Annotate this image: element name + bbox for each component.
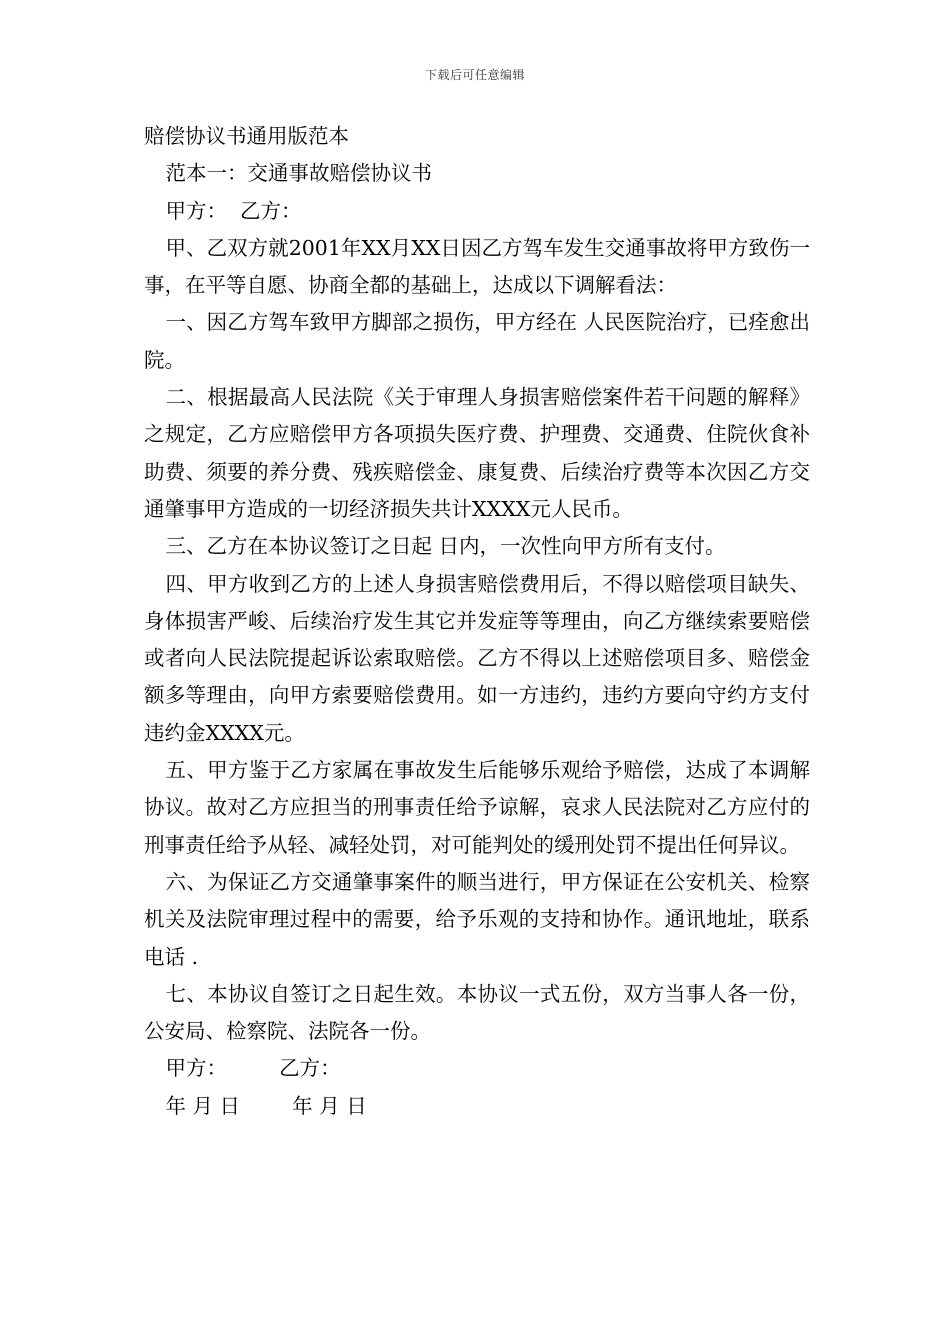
clause-1: 一、因乙方驾车致甲方脚部之损伤，甲方经在 人民医院治疗，已痊愈出院。 (144, 310, 810, 372)
clause-5: 五、甲方鉴于乙方家属在事故发生后能够乐观给予赔偿，达成了本调解协议。故对乙方应担当的刑事责任给予谅解，哀求人民法院对乙方应付的刑事责任给予从轻、减轻处罚，对可能判处的缓刑处罚不提出任何异议。 (144, 758, 810, 857)
header-note: 下载后可任意编辑 (424, 68, 525, 82)
document-body (144, 118, 810, 1125)
document-subtitle: 范本一：交通事故赔偿协议书 (165, 161, 433, 186)
clause-6: 六、为保证乙方交通肇事案件的顺当进行，甲方保证在公安机关、检察机关及法院审理过程中的需要，给予乐观的支持和协作。通讯地址，联系电话 . (144, 869, 810, 969)
parties-line: 甲方： 乙方： (165, 198, 302, 223)
document-title: 赔偿协议书通用版范本 (144, 124, 349, 148)
signature-dates: 年 月 日 年 月 日 (165, 1093, 367, 1118)
clause-4: 四、甲方收到乙方的上述人身损害赔偿费用后，不得以赔偿项目缺失、身体损害严峻、后续治疗发生其它并发症等等理由，向乙方继续索要赔偿或者向人民法院提起诉讼索取赔偿。乙方不得以上述赔偿项目多、赔偿金额多等理由，向甲方索要赔偿费用。如一方违约，违约方要向守约方支付违约金XXXX元。 (144, 571, 810, 745)
intro-paragraph: 甲、乙双方就2001年XX月XX日因乙方驾车发生交通事故将甲方致伤一事，在平等自愿、协商全都的基础上，达成以下调解看法： (144, 235, 810, 298)
clause-2: 二、根据最高人民法院《关于审理人身损害赔偿案件若干问题的解释》之规定，乙方应赔偿甲方各项损失医疗费、护理费、交通费、住院伙食补助费、须要的养分费、残疾赔偿金、康复费、后续治疗费等本次因乙方交通肇事甲方造成的一切经济损失共计XXXX元人民币。 (144, 385, 810, 521)
clause-3: 三、乙方在本协议签订之日起 日内，一次性向甲方所有支付。 (165, 534, 726, 559)
clause-7: 七、本协议自签订之日起生效。本协议一式五份，双方当事人各一份，公安局、检察院、法院各一份。 (144, 981, 810, 1044)
signature-parties: 甲方： 乙方： (165, 1056, 341, 1081)
